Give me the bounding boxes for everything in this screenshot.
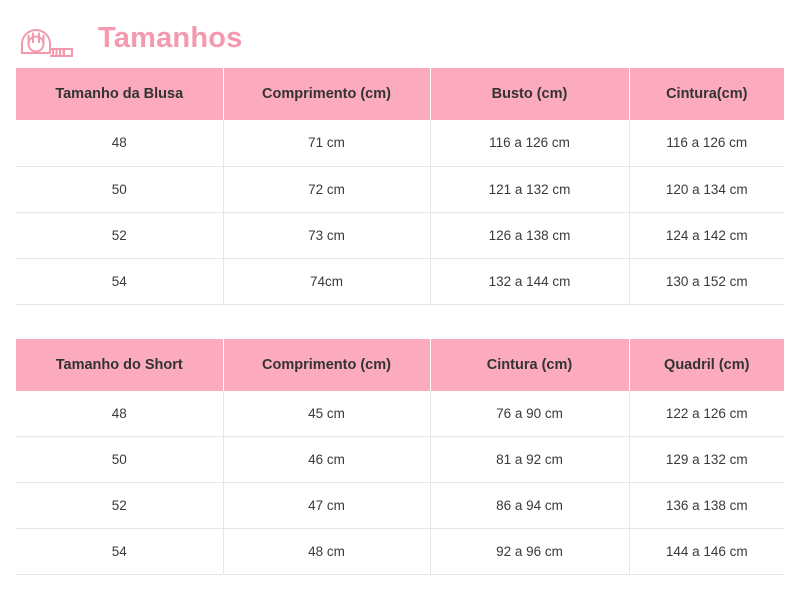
table-cell: 48 [16,120,223,166]
table-cell: 92 a 96 cm [430,529,629,575]
table-cell: 116 a 126 cm [629,120,784,166]
table-row [16,437,784,483]
table-cell: 124 a 142 cm [629,212,784,258]
table-row [16,529,784,575]
table-spacer [0,305,800,339]
table-cell: 130 a 152 cm [629,258,784,304]
table-cell: 45 cm [223,391,430,437]
table-cell: 54 [16,258,223,304]
table-cell: 72 cm [223,166,430,212]
measuring-tape-icon [16,18,80,58]
table-cell: 52 [16,483,223,529]
table-header-row [16,339,784,391]
table-cell: 132 a 144 cm [430,258,629,304]
table-cell: 71 cm [223,120,430,166]
table-cell: 126 a 138 cm [430,212,629,258]
table-cell: 52 [16,212,223,258]
table-cell: 86 a 94 cm [430,483,629,529]
table-row [16,258,784,304]
table-row [16,166,784,212]
page-header [0,0,800,68]
table-cell: 46 cm [223,437,430,483]
column-header: Cintura (cm) [430,339,629,391]
table-row [16,483,784,529]
table-cell: 47 cm [223,483,430,529]
table-cell: 144 a 146 cm [629,529,784,575]
table-row [16,120,784,166]
short-table-wrap [0,339,800,576]
column-header: Comprimento (cm) [223,68,430,120]
table-cell: 121 a 132 cm [430,166,629,212]
table-header-row [16,68,784,120]
column-header: Quadril (cm) [629,339,784,391]
page-title: Tamanhos [98,21,243,54]
table-cell: 48 cm [223,529,430,575]
table-cell: 129 a 132 cm [629,437,784,483]
column-header: Busto (cm) [430,68,629,120]
table-cell: 116 a 126 cm [430,120,629,166]
table-cell: 136 a 138 cm [629,483,784,529]
column-header: Tamanho da Blusa [16,68,223,120]
table-cell: 50 [16,166,223,212]
table-cell: 48 [16,391,223,437]
table-cell: 122 a 126 cm [629,391,784,437]
table-row [16,212,784,258]
column-header: Comprimento (cm) [223,339,430,391]
blouse-table-wrap [0,68,800,305]
table-cell: 120 a 134 cm [629,166,784,212]
column-header: Tamanho do Short [16,339,223,391]
short-size-table [16,339,784,576]
table-cell: 81 a 92 cm [430,437,629,483]
blouse-size-table [16,68,784,305]
table-row [16,391,784,437]
table-cell: 76 a 90 cm [430,391,629,437]
table-cell: 74cm [223,258,430,304]
table-cell: 50 [16,437,223,483]
column-header: Cintura(cm) [629,68,784,120]
table-cell: 73 cm [223,212,430,258]
table-cell: 54 [16,529,223,575]
